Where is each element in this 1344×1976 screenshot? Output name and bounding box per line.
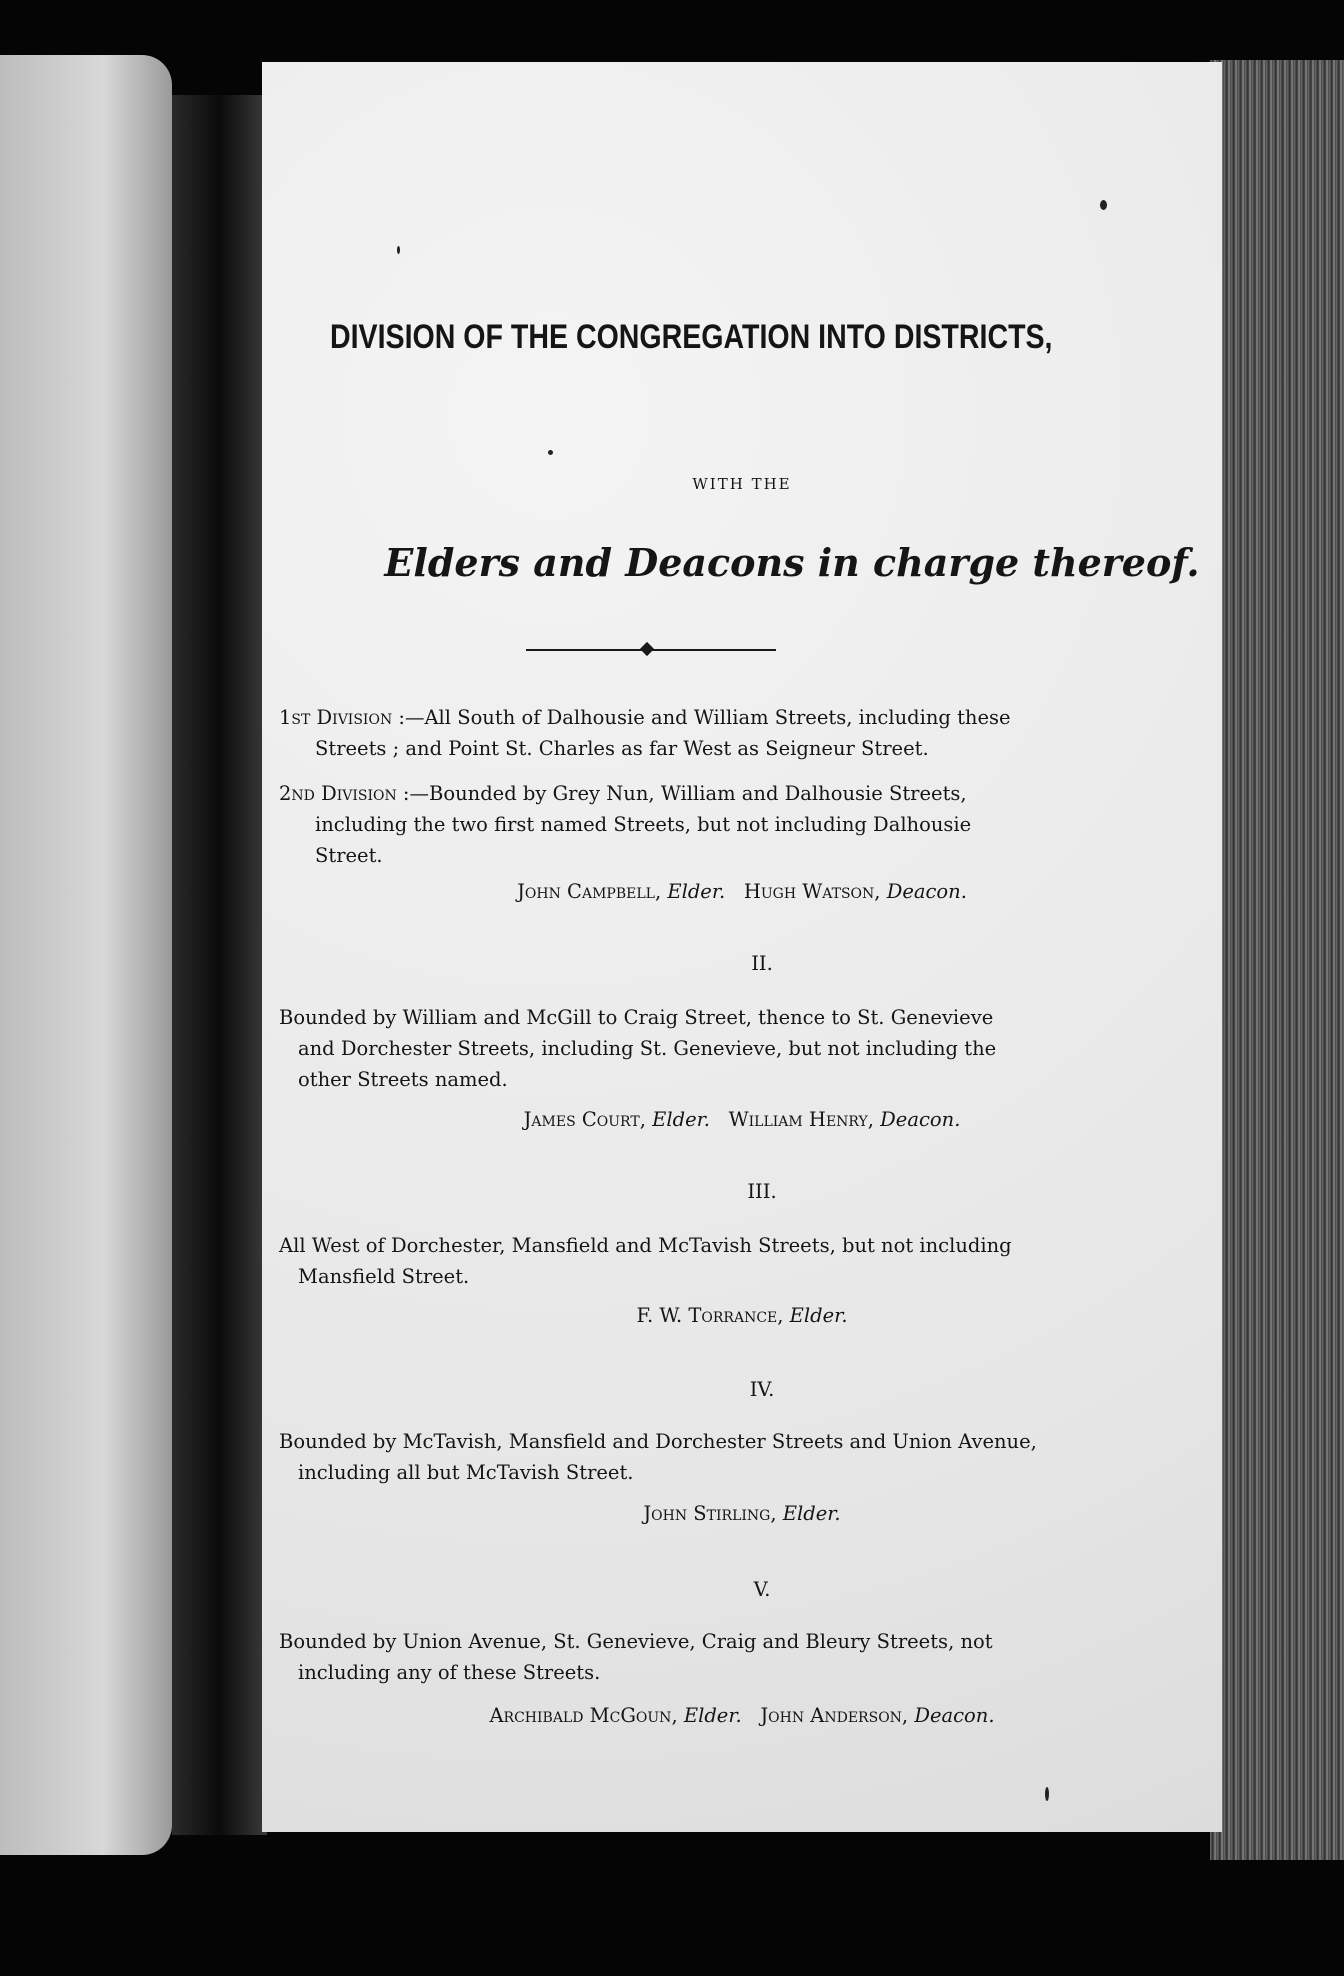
division-v-paragraph: Bounded by Union Avenue, St. Genevieve, Craig and Bleury Streets, not including any of these Streets. <box>279 1630 993 1684</box>
division-iii-paragraph: All West of Dorchester, Mansfield and McTavish Streets, but not including Mansfield Street. <box>279 1234 1012 1288</box>
division-iii-officers: F. W. Torrance, Elder. <box>636 1304 848 1327</box>
scan-speck <box>1045 1787 1049 1801</box>
division-numeral-iv: IV. <box>749 1378 775 1401</box>
book-gutter <box>172 95 267 1835</box>
division-iv-officers: John Stirling, Elder. <box>643 1502 841 1525</box>
division-v-officers: Archibald McGoun, Elder. John Anderson, Deacon. <box>489 1704 995 1727</box>
scan-speck <box>1100 200 1107 210</box>
division-1-officers: John Campbell, Elder. Hugh Watson, Deacon. <box>517 880 967 903</box>
scan-speck <box>548 450 553 455</box>
ornament-rule <box>526 644 776 656</box>
with-the-line: WITH THE <box>692 475 792 493</box>
division-2-paragraph: 2nd Division :—Bounded by Grey Nun, William and Dalhousie Streets, including the two first named Streets, but not including Dalhousie Street. <box>279 782 972 867</box>
left-page-edge <box>0 55 172 1855</box>
page-title: DIVISION OF THE CONGREGATION INTO DISTRICTS, <box>330 318 1053 356</box>
division-numeral-ii: II. <box>751 952 773 975</box>
scan-speck <box>397 246 400 254</box>
division-ii-officers: James Court, Elder. William Henry, Deacon. <box>523 1108 961 1131</box>
division-label: 1st Division <box>279 706 393 729</box>
division-numeral-v: V. <box>753 1578 771 1601</box>
book-page <box>262 62 1222 1832</box>
division-1-paragraph: 1st Division :—All South of Dalhousie and William Streets, including these Streets ; and Point St. Charles as far West as Seigneur Street. <box>279 706 1011 760</box>
division-ii-paragraph: Bounded by William and McGill to Craig Street, thence to St. Genevieve and Dorchester Streets, including St. Genevieve, but not including the other Streets named. <box>279 1006 997 1091</box>
page-subtitle: Elders and Deacons in charge thereof. <box>384 540 1200 585</box>
division-iv-paragraph: Bounded by McTavish, Mansfield and Dorchester Streets and Union Avenue, including all but McTavish Street. <box>279 1430 1037 1484</box>
division-label: 2nd Division <box>279 782 397 805</box>
division-numeral-iii: III. <box>747 1180 777 1203</box>
